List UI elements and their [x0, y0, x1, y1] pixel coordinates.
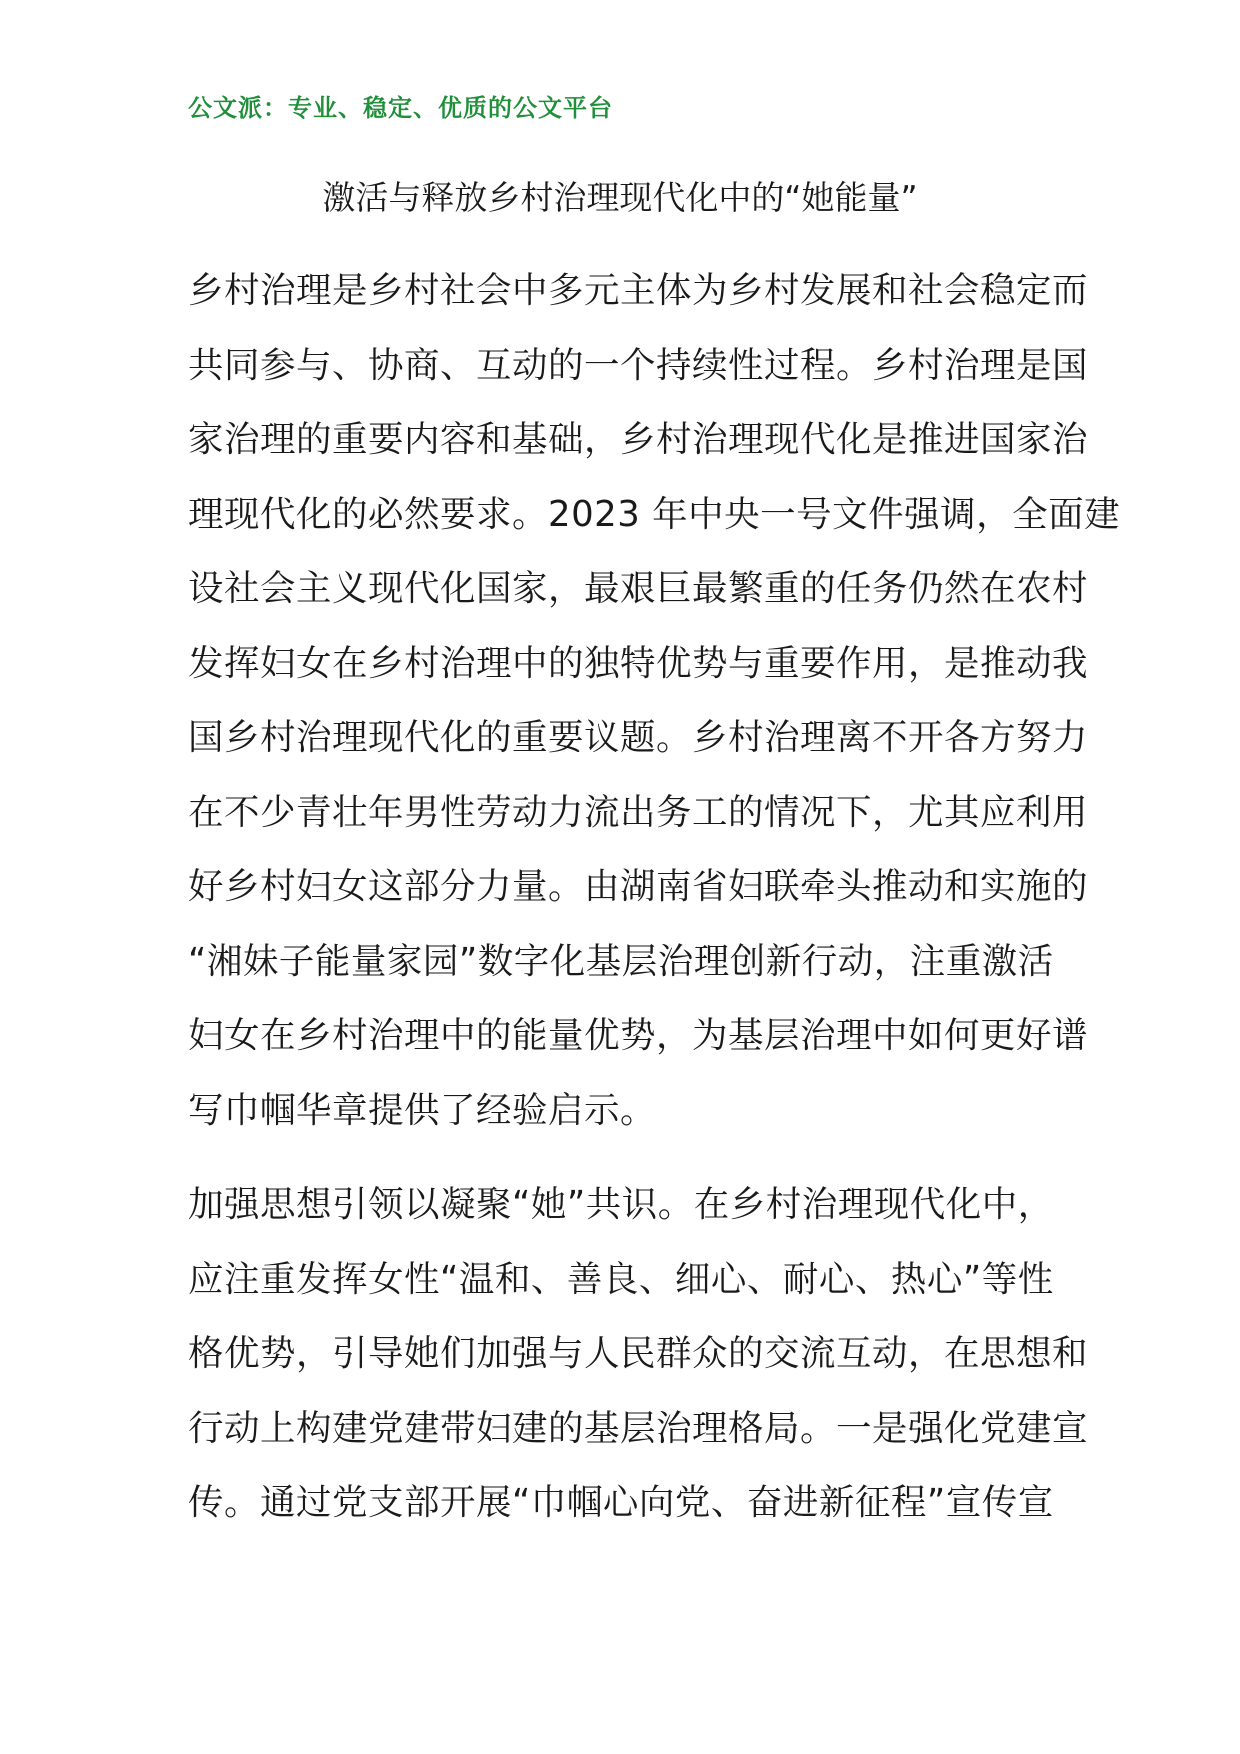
- paragraph-line: 传。通过党支部开展“巾帼心向党、奋进新征程”宣传宣: [188, 1482, 1054, 1523]
- paragraph-line: “湘妹子能量家园”数字化基层治理创新行动，注重激活: [188, 940, 1054, 982]
- paragraph-line: 发挥妇女在乡村治理中的独特优势与重要作用，是推动我: [188, 642, 1089, 684]
- platform-tag: 公文派：专业、稳定、优质的公文平台: [188, 94, 613, 122]
- paragraph-line: 加强思想引领以凝聚“她”共识。在乡村治理现代化中，: [188, 1184, 1054, 1225]
- paragraph-line: 妇女在乡村治理中的能量优势，为基层治理中如何更好谱: [188, 1015, 1089, 1056]
- paragraph-2: [188, 1168, 1089, 1541]
- paragraph-line: 共同参与、协商、互动的一个持续性过程。乡村治理是国: [188, 344, 1089, 386]
- paragraph-line: 乡村治理是乡村社会中多元主体为乡村发展和社会稳定而: [188, 270, 1089, 311]
- paragraph-line: 格优势，引导她们加强与人民群众的交流互动，在思想和: [188, 1333, 1089, 1374]
- paragraph-1: [188, 254, 1121, 1148]
- paragraph-line: 好乡村妇女这部分力量。由湖南省妇联牵头推动和实施的: [188, 866, 1089, 907]
- paragraph-line: 理现代化的必然要求。2023 年中央一号文件强调，全面建: [188, 493, 1121, 535]
- document-title: 激活与释放乡村治理现代化中的“她能量”: [322, 178, 918, 217]
- paragraph-line: 家治理的重要内容和基础，乡村治理现代化是推进国家治: [188, 419, 1089, 460]
- paragraph-line: 行动上构建党建带妇建的基层治理格局。一是强化党建宣: [188, 1407, 1089, 1449]
- paragraph-line: 在不少青壮年男性劳动力流出务工的情况下，尤其应利用: [188, 791, 1089, 833]
- paragraph-line: 国乡村治理现代化的重要议题。乡村治理离不开各方努力: [188, 717, 1089, 758]
- paragraph-line: 设社会主义现代化国家，最艰巨最繁重的任务仍然在农村: [188, 568, 1089, 609]
- paragraph-line: 应注重发挥女性“温和、善良、细心、耐心、热心”等性: [188, 1258, 1054, 1300]
- paragraph-line: 写巾帼华章提供了经验启示。: [188, 1089, 657, 1131]
